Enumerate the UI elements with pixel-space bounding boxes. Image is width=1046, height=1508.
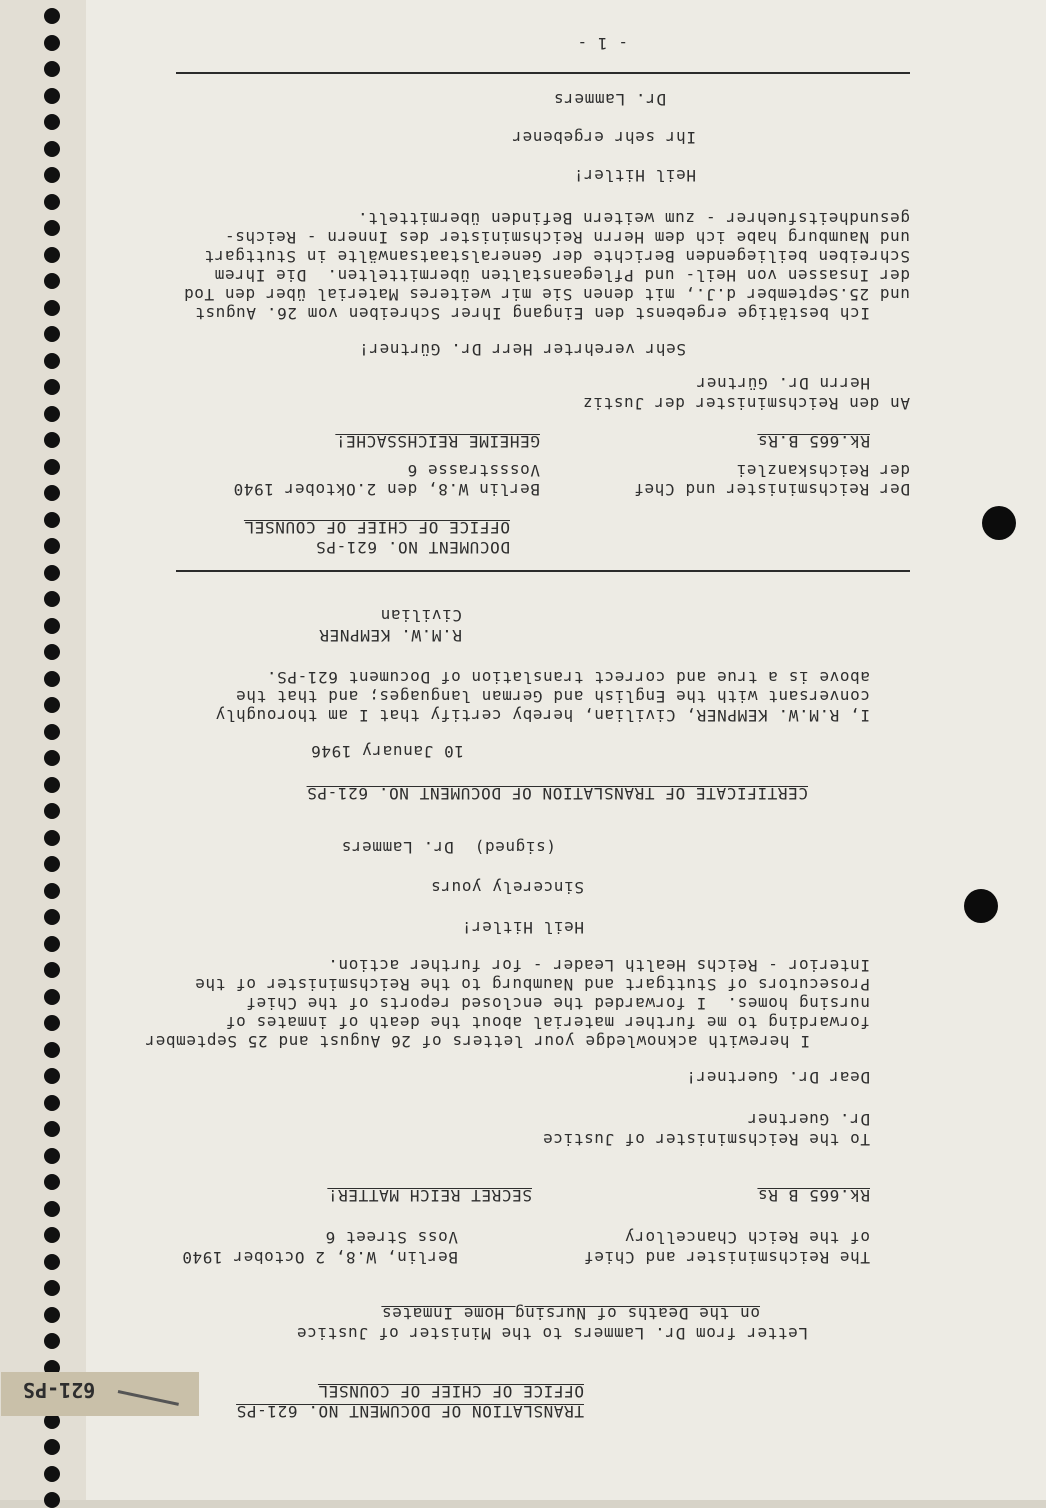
original-body-line: der Insassen von Heil- und Pflegeanstalten übermittelten. Die Ihrem bbox=[214, 266, 910, 285]
certificate-name: R.M.W. KEMPNER bbox=[318, 626, 462, 645]
translation-header: TRANSLATION OF DOCUMENT NO. 621-PS bbox=[236, 1402, 584, 1421]
translation-place-date: Berlin, W.8, 2 October 1940 bbox=[181, 1248, 458, 1267]
page-number-divider bbox=[176, 72, 910, 74]
translation-addressee-2: Dr. Guertner bbox=[747, 1110, 870, 1129]
translation-sender-2: of the Reich Chancellory bbox=[624, 1228, 870, 1247]
certificate-body-line: above is a true and correct translation of Document 621-PS. bbox=[266, 668, 870, 687]
original-body-line: und Naumburg habe ich dem Herrn Reichsminister des Innern - Reichs- bbox=[224, 228, 910, 247]
translation-office: OFFICE OF CHIEF OF COUNSEL bbox=[317, 1382, 584, 1401]
translation-body-line: forwarding to me further material about the death of inmates of bbox=[225, 1013, 870, 1032]
certificate-date: 10 January 1946 bbox=[310, 742, 464, 761]
certificate-body-line: I, R.M.W. KEMPNER, Civilian, hereby certify that I am thoroughly bbox=[215, 706, 870, 725]
translation-body-line: Interior - Reichs Health Leader - for further action. bbox=[327, 956, 870, 975]
original-addressee-2: Herrn Dr. Gürtner bbox=[696, 374, 870, 393]
original-sender: Der Reichsminister und Chef bbox=[633, 480, 910, 499]
translation-street: Voss Street 6 bbox=[324, 1228, 458, 1247]
document-tab-label: 621-PS bbox=[23, 1378, 96, 1402]
original-closing: Ihr sehr ergebener bbox=[511, 128, 696, 147]
original-salutation: Sehr verehrter Herr Dr. Gürtner! bbox=[358, 340, 686, 359]
original-place-date: Berlin W.8, den 2.Oktober 1940 bbox=[233, 480, 540, 499]
original-reference: Rk.665 B.Rs bbox=[757, 432, 870, 451]
section-divider bbox=[176, 570, 910, 572]
original-heil: Heil Hitler! bbox=[573, 166, 696, 185]
certificate-status: Civilian bbox=[380, 606, 462, 625]
translation-heil: Heil Hitler! bbox=[461, 918, 584, 937]
translation-body-line: I herewith acknowledge your letters of 26 August and 25 September bbox=[144, 1032, 810, 1051]
translation-closing: Sincerely yours bbox=[430, 878, 584, 897]
original-body-line: Ich bestätige ergebenst den Eingang Ihrer Schreiben vom 26. August bbox=[194, 304, 870, 323]
original-classification: GEHEIME REICHSSACHE! bbox=[335, 432, 540, 451]
translation-signature: (signed) Dr. Lammers bbox=[341, 838, 556, 857]
certificate-body-line: conversant with the English and German languages; and that the bbox=[235, 687, 870, 706]
original-header: DOCUMENT NO. 621-PS bbox=[315, 538, 510, 557]
translation-classification: SECRET REICH MATTER! bbox=[327, 1186, 532, 1205]
translation-salutation: Dear Dr. Guertner! bbox=[685, 1068, 870, 1087]
original-street: Vossstrasse 6 bbox=[406, 461, 540, 480]
original-body-line: Schreiben beiliegenden Berichte der Generalstaatsanwälte in Stuttgart bbox=[203, 247, 910, 266]
original-body-line: gesundheitsfuehrer - zum weitern Befinden übermittelt. bbox=[357, 209, 910, 228]
original-office: OFFICE OF CHIEF OF COUNSEL bbox=[243, 518, 510, 537]
translation-body-line: nursing homes. I forwarded the enclosed reports of the Chief bbox=[245, 994, 870, 1013]
original-body-line: und 25.September d.J., mit denen Sie mir weiteres Material über den Tod bbox=[183, 285, 910, 304]
translation-reference: Rk.665 B Rs bbox=[757, 1186, 870, 1205]
translation-body-line: Prosecutors of Stuttgart and Naumburg to the Reichsminister of the bbox=[194, 975, 870, 994]
original-signature: Dr. Lammers bbox=[553, 90, 666, 109]
page-number: - 1 - bbox=[576, 34, 628, 53]
original-sender-2: der Reichskanzlei bbox=[736, 461, 910, 480]
original-addressee: An den Reichsminister der Justiz bbox=[582, 394, 910, 413]
translation-title: Letter from Dr. Lammers to the Minister of Justice bbox=[296, 1324, 808, 1343]
certificate-heading: CERTIFICATE OF TRANSLATION OF DOCUMENT NO. 621-PS bbox=[306, 784, 808, 803]
translation-subtitle: on the Deaths of Nursing Home Inmates bbox=[381, 1304, 760, 1323]
translation-sender: The Reichsminister and Chief bbox=[583, 1248, 870, 1267]
translation-addressee: To the Reichsminister of Justice bbox=[542, 1130, 870, 1149]
